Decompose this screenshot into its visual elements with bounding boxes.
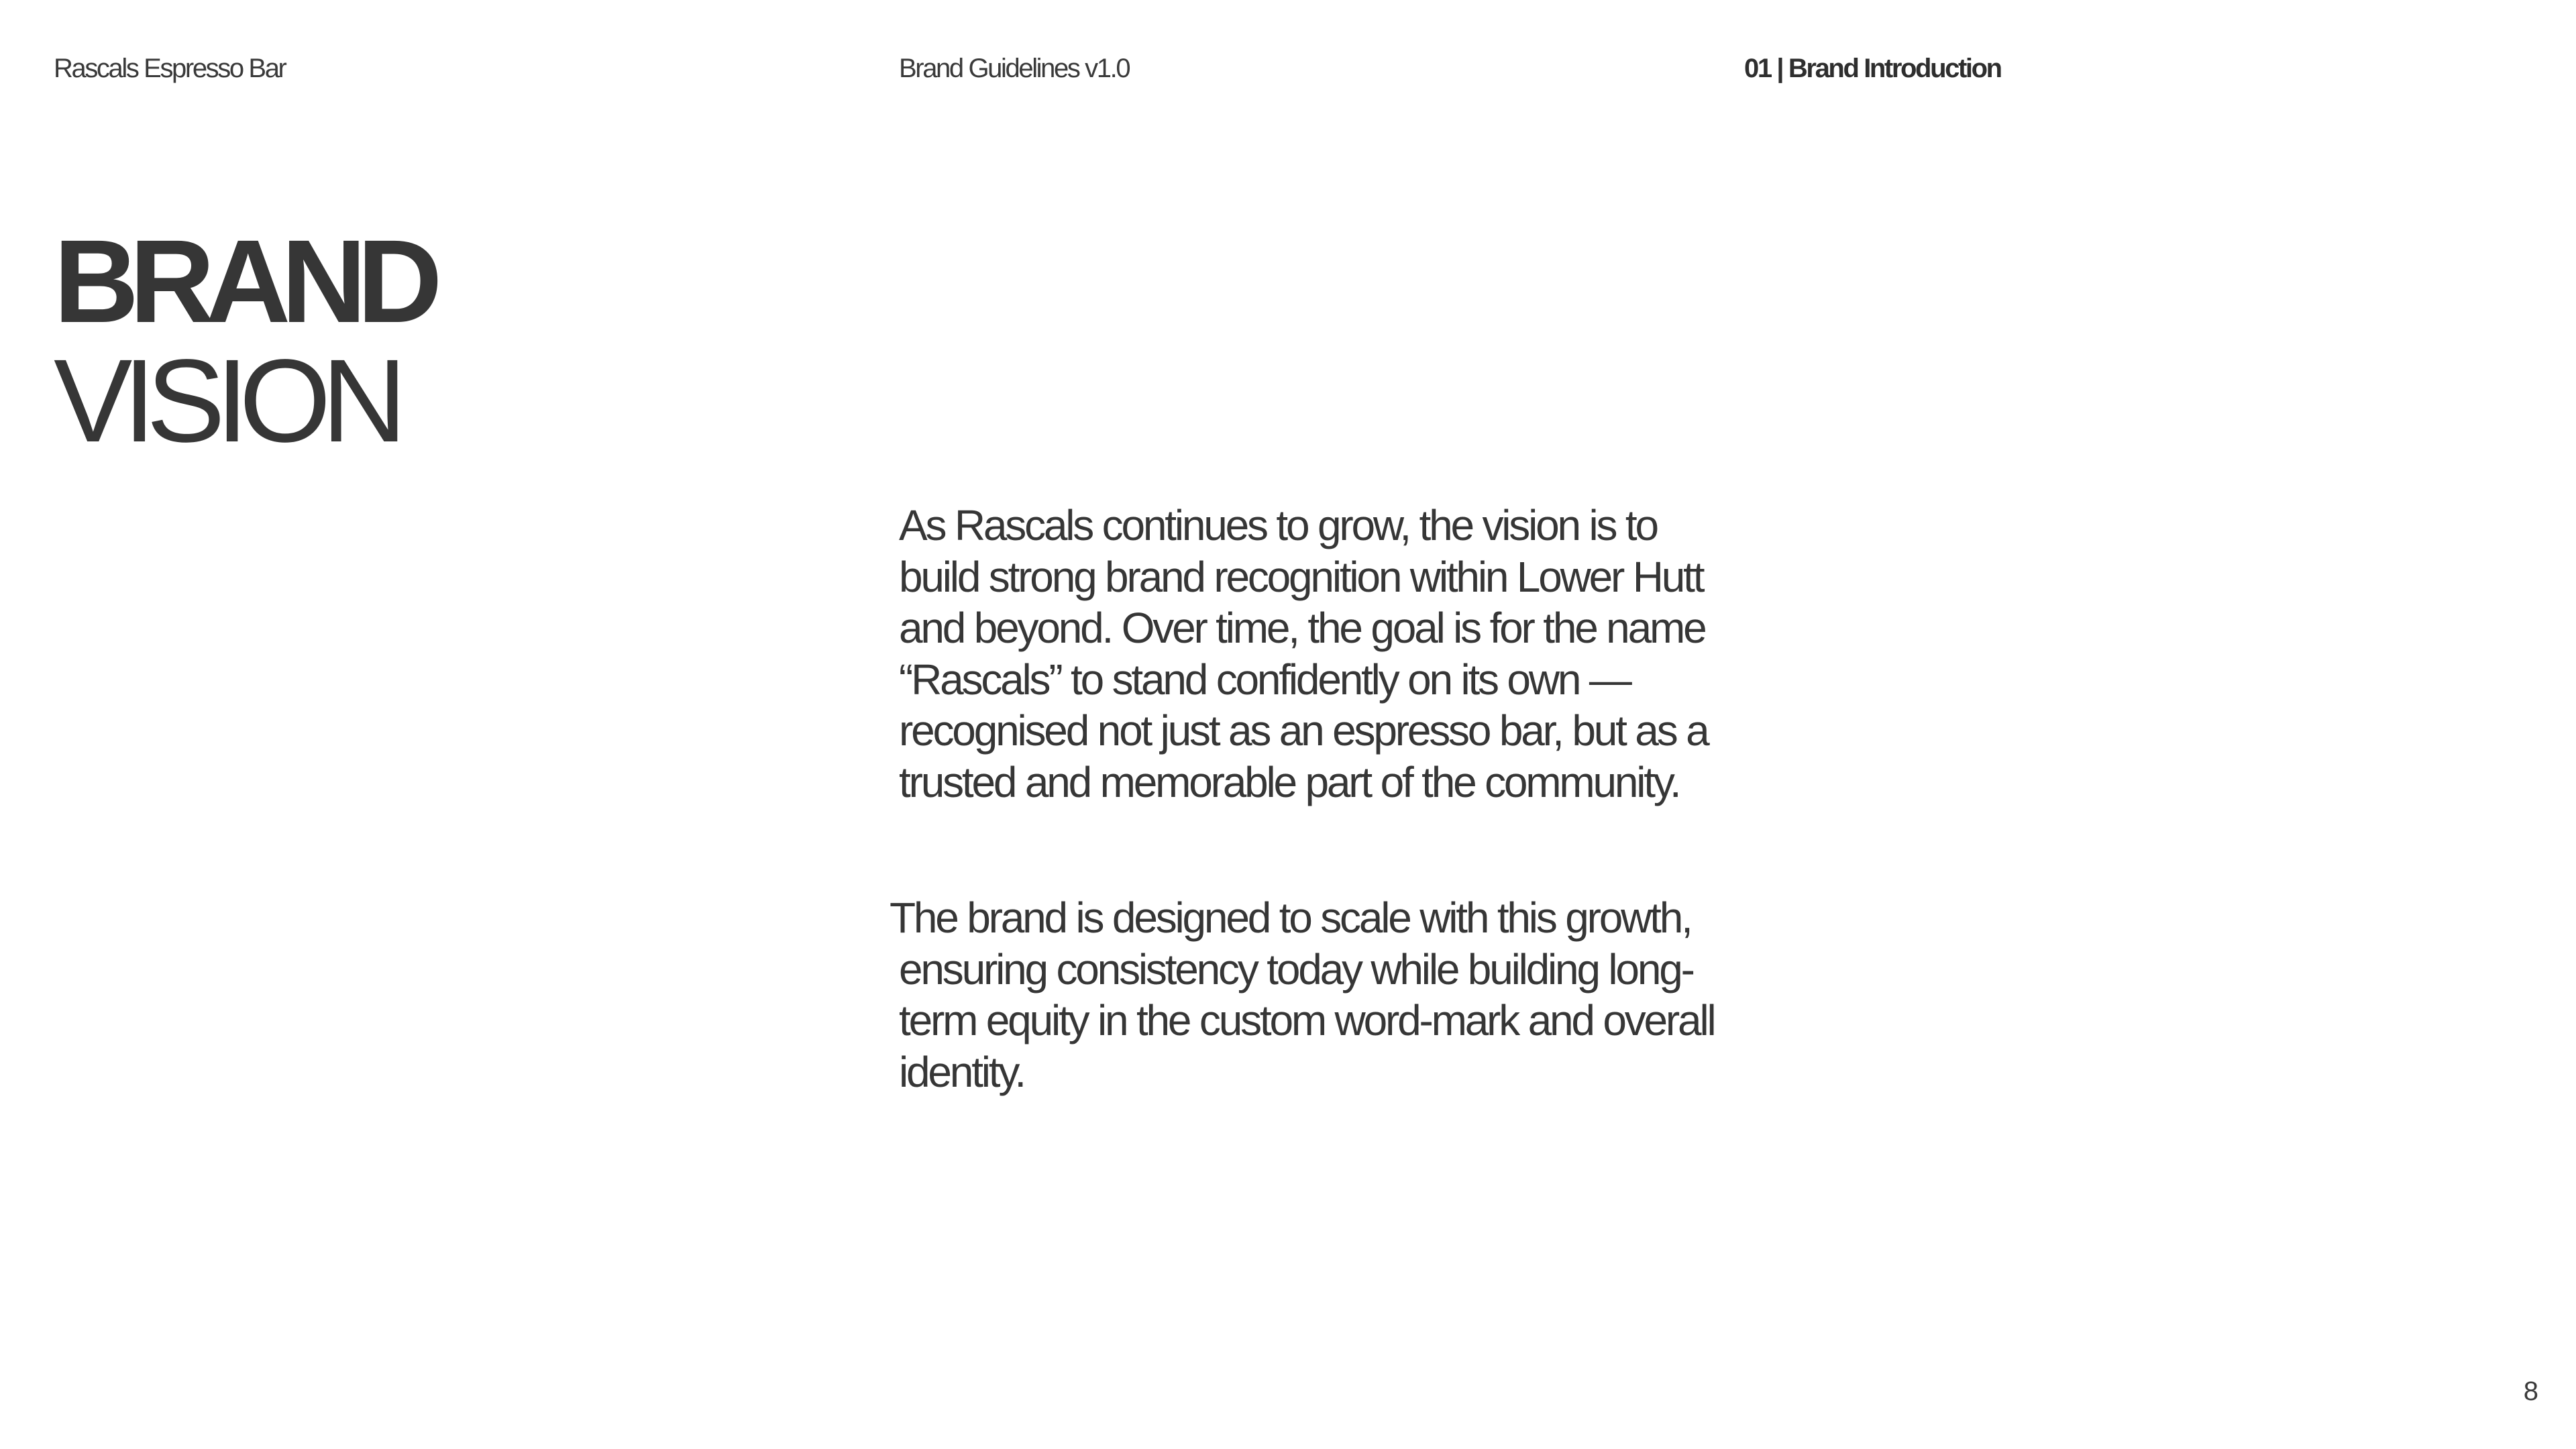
document-version: Brand Guidelines v1.0 [899,54,1130,83]
body-paragraph-2: The brand is designed to scale with this growth, ensuring consistency today while building long-term equity in the custom word-mark and overall identity. [890,894,1715,1096]
page-title-bold: BRAND [54,216,433,347]
page-title-light: VISION [54,335,398,467]
brand-name: Rascals Espresso Bar [54,54,286,83]
page-number: 8 [2523,1377,2538,1406]
body-paragraph-1: As Rascals continues to grow, the vision is to build strong brand recognition within Lower Hutt and beyond. Over time, the goal is for the name “Rascals” to stand confidently on its own — recognised not just as an espresso bar, but as a trusted and memorable part of the community. [899,501,1708,806]
section-label: 01 | Brand Introduction [1744,54,2001,83]
